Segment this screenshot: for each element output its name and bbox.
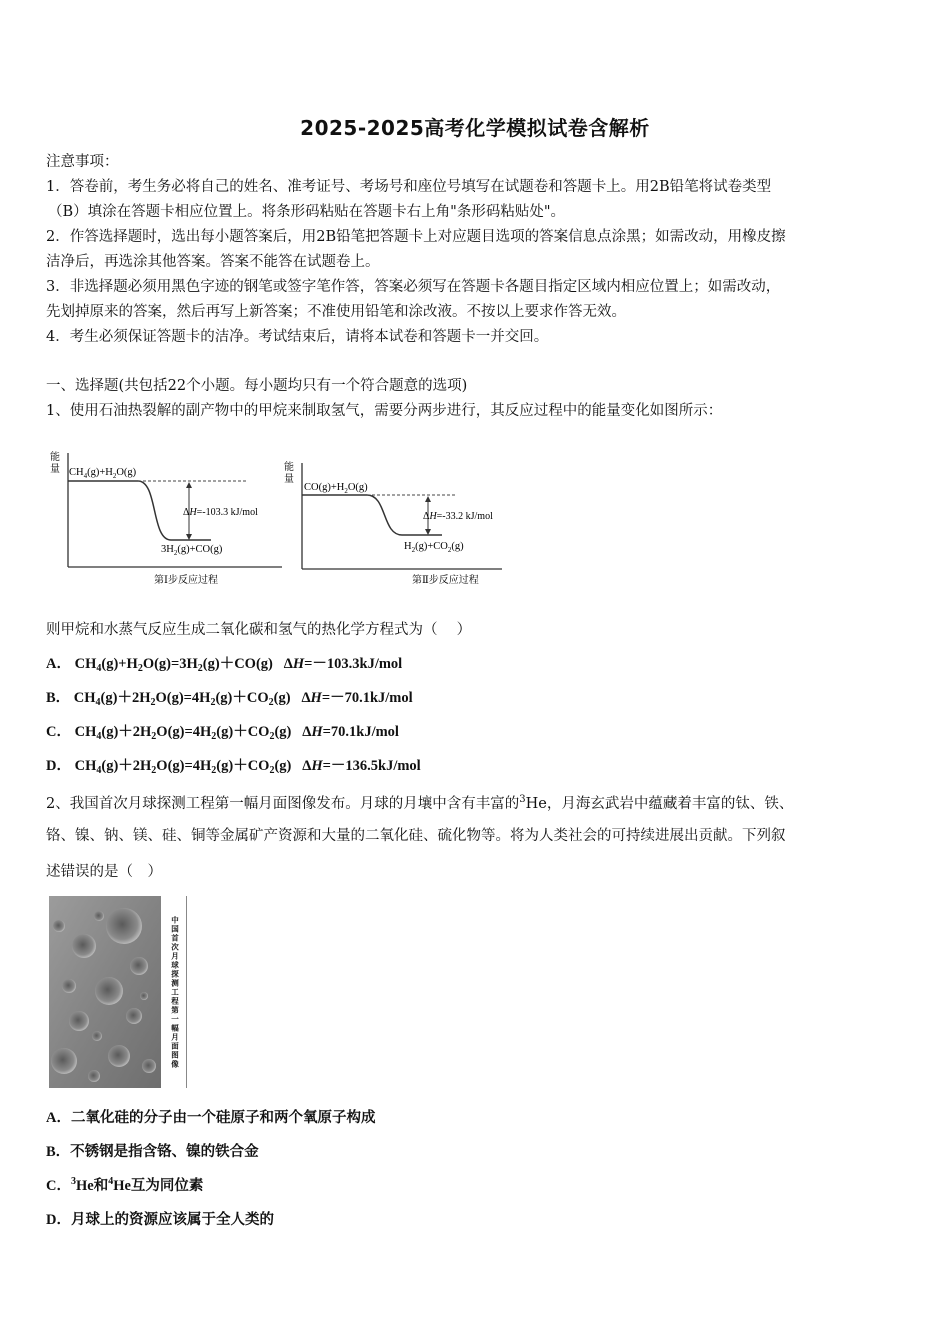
crater	[94, 911, 104, 921]
moon-image-caption: 中国首次月球探测工程第一幅月面图像	[164, 896, 187, 1088]
energy-diagram-step-2	[282, 455, 522, 590]
notice-line: 3．非选择题必须用黑色字迹的钢笔或签字笔作答，答案必须写在答题卡各题目指定区域内相应位置上；如需改动，	[46, 279, 781, 295]
x-axis-label: 第Ⅱ步反应过程	[412, 575, 479, 586]
option-d[interactable]: D．月球上的资源应该属于全人类的	[46, 1212, 274, 1228]
notice-line: （B）填涂在答题卡相应位置上。将条形码粘贴在答题卡右上角"条形码粘贴处"。	[48, 204, 565, 220]
energy-curve	[302, 495, 442, 535]
crater	[53, 920, 65, 932]
page-title: 2025-2025高考化学模拟试卷含解析	[300, 116, 650, 140]
crater	[51, 1048, 77, 1074]
crater	[69, 1011, 89, 1031]
option-d[interactable]: D． $CH_4(g)+2H_2O(g)=4H_2(g)+CO_2(g)$ ΔH=－136.5kJ/mol	[46, 758, 421, 776]
crater	[142, 1059, 156, 1073]
crater	[108, 1045, 130, 1067]
delta-h-label: ΔH=-33.2 kJ/mol	[423, 511, 493, 522]
option-a[interactable]: A． $CH_4(g)+H_2O(g)=3H_2(g)+CO(g)$ ΔH=－103.3kJ/mol	[46, 656, 403, 674]
y-axis-label: 量	[50, 464, 60, 475]
y-axis-label: 能	[50, 452, 60, 463]
crater	[62, 979, 76, 993]
question-2-stem-line: 2、我国首次月球探测工程第一幅月面图像发布。月球的月壤中含有丰富的$^3$He，月海玄武岩中蕴藏着丰富的钛、铁、	[46, 794, 794, 812]
reactant-label: $CO(g)+H_2O(g)$	[304, 482, 368, 495]
crater	[126, 1008, 142, 1024]
section-heading: 一、选择题(共包括22个小题。每小题均只有一个符合题意的选项)	[46, 378, 468, 394]
moon-surface-image	[49, 896, 161, 1088]
crater	[106, 908, 142, 944]
option-c[interactable]: C．$^3$He和$^4$He互为同位素	[46, 1176, 204, 1194]
crater	[140, 992, 148, 1000]
product-label: $H_2(g)+CO_2(g)$	[404, 541, 464, 554]
question-2-stem-line: 铬、镍、钠、镁、硅、铜等金属矿产资源和大量的二氧化硅、硫化物等。将为人类社会的可持续进展出贡献。下列叙	[46, 828, 786, 844]
crater	[95, 977, 123, 1005]
y-axis-label: 量	[284, 474, 294, 485]
crater	[130, 957, 148, 975]
option-c[interactable]: C． $CH_4(g)+2H_2O(g)=4H_2(g)+CO_2(g)$ ΔH=70.1kJ/mol	[46, 724, 399, 742]
question-1-stem: 1、使用石油热裂解的副产物中的甲烷来制取氢气，需要分两步进行，其反应过程中的能量变化如图所示：	[46, 403, 723, 419]
option-b[interactable]: B． $CH_4(g)+2H_2O(g)=4H_2(g)+CO_2(g)$ ΔH=－70.1kJ/mol	[46, 690, 413, 708]
energy-diagram-step-1	[46, 445, 286, 590]
y-axis-label: 能	[284, 462, 294, 473]
notice-line: 1．答卷前，考生务必将自己的姓名、准考证号、考场号和座位号填写在试题卷和答题卡上。用2B铅笔将试卷类型	[46, 179, 772, 195]
option-b[interactable]: B．不锈钢是指含铬、镍的铁合金	[46, 1144, 259, 1160]
notice-line: 2．作答选择题时，选出每小题答案后，用2B铅笔把答题卡上对应题目选项的答案信息点涂黑；如需改动，用橡皮擦	[46, 229, 786, 245]
notice-line: 先划掉原来的答案，然后再写上新答案；不准使用铅笔和涂改液。不按以上要求作答无效。	[46, 304, 626, 320]
notice-heading: 注意事项：	[46, 154, 119, 170]
delta-h-label: ΔH=-103.3 kJ/mol	[183, 507, 258, 518]
option-a[interactable]: A．二氧化硅的分子由一个硅原子和两个氧原子构成	[46, 1110, 376, 1126]
crater	[72, 934, 96, 958]
notice-line: 洁净后，再选涂其他答案。答案不能答在试题卷上。	[46, 254, 380, 270]
question-1-prompt: 则甲烷和水蒸气反应生成二氧化碳和氢气的热化学方程式为（ ）	[46, 622, 472, 638]
crater	[88, 1070, 100, 1082]
product-label: $3H_2(g)+CO(g)$	[161, 544, 223, 557]
crater	[92, 1031, 102, 1041]
reactant-label: $CH_4(g)+H_2O(g)$	[69, 467, 137, 480]
question-2-stem-line: 述错误的是（ ）	[46, 864, 162, 880]
notice-line: 4．考生必须保证答题卡的洁净。考试结束后，请将本试卷和答题卡一并交回。	[46, 329, 549, 345]
x-axis-label: 第Ⅰ步反应过程	[154, 575, 218, 586]
